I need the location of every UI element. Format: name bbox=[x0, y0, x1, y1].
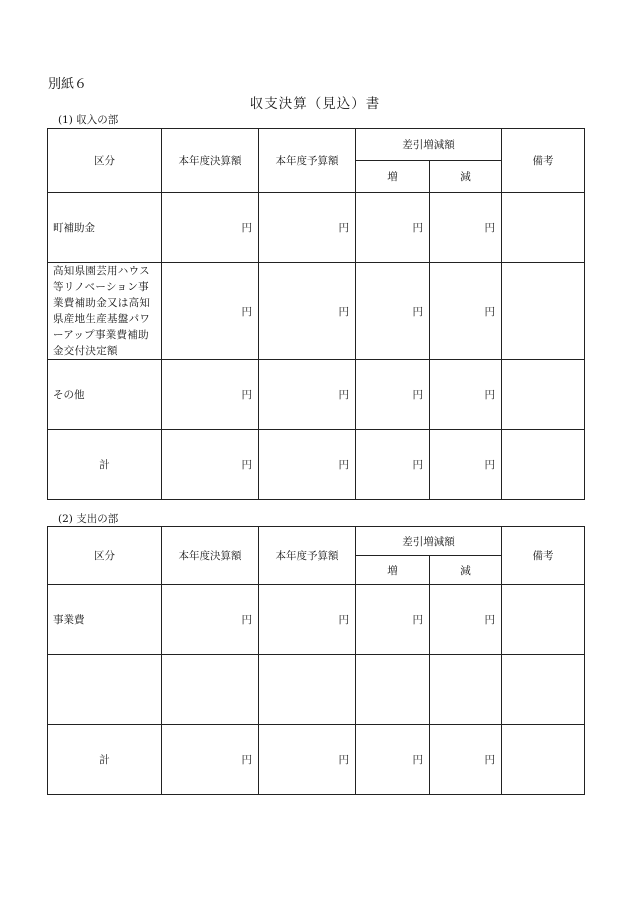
income-total-label: 計 bbox=[48, 430, 162, 500]
expense-row-decrease: 円 bbox=[430, 725, 502, 795]
expense-header-budget: 本年度予算額 bbox=[259, 527, 356, 585]
income-header-actual: 本年度決算額 bbox=[162, 129, 259, 193]
income-row-budget: 円 bbox=[259, 360, 356, 430]
income-row-increase: 円 bbox=[356, 263, 430, 360]
expense-row-remarks bbox=[502, 725, 585, 795]
income-row-decrease: 円 bbox=[430, 263, 502, 360]
expense-row-label bbox=[48, 655, 162, 725]
expense-header-category: 区分 bbox=[48, 527, 162, 585]
income-row-label: 町補助金 bbox=[48, 193, 162, 263]
expense-header-remarks: 備考 bbox=[502, 527, 585, 585]
expense-section-heading: (2) 支出の部 bbox=[58, 513, 119, 525]
expense-row-increase: 円 bbox=[356, 725, 430, 795]
table-row bbox=[48, 360, 585, 430]
table-row bbox=[48, 725, 585, 795]
income-header-diff: 差引増減額 bbox=[356, 129, 502, 161]
income-row-increase: 円 bbox=[356, 360, 430, 430]
table-row bbox=[48, 430, 585, 500]
expense-table bbox=[47, 526, 585, 795]
income-row-decrease: 円 bbox=[430, 193, 502, 263]
table-row bbox=[48, 193, 585, 263]
expense-header-actual: 本年度決算額 bbox=[162, 527, 259, 585]
expense-row-actual: 円 bbox=[162, 725, 259, 795]
expense-row-decrease bbox=[430, 655, 502, 725]
income-table bbox=[47, 128, 585, 500]
income-row-actual: 円 bbox=[162, 193, 259, 263]
income-row-budget: 円 bbox=[259, 193, 356, 263]
income-row-budget: 円 bbox=[259, 263, 356, 360]
expense-row-budget: 円 bbox=[259, 585, 356, 655]
income-section-heading: (1) 収入の部 bbox=[58, 114, 119, 126]
document-title: 収支決算（見込）書 bbox=[249, 96, 381, 112]
table-row bbox=[48, 263, 585, 360]
expense-header-decrease: 減 bbox=[430, 556, 502, 585]
table-row bbox=[48, 655, 585, 725]
expense-row-label: 事業費 bbox=[48, 585, 162, 655]
income-row-increase: 円 bbox=[356, 430, 430, 500]
expense-row-actual bbox=[162, 655, 259, 725]
expense-row-increase: 円 bbox=[356, 585, 430, 655]
income-row-label: その他 bbox=[48, 360, 162, 430]
income-row-decrease: 円 bbox=[430, 360, 502, 430]
income-header-remarks: 備考 bbox=[502, 129, 585, 193]
income-row-actual: 円 bbox=[162, 263, 259, 360]
expense-row-actual: 円 bbox=[162, 585, 259, 655]
income-header-category: 区分 bbox=[48, 129, 162, 193]
expense-row-budget: 円 bbox=[259, 725, 356, 795]
income-row-remarks bbox=[502, 430, 585, 500]
expense-row-decrease: 円 bbox=[430, 585, 502, 655]
income-row-actual: 円 bbox=[162, 360, 259, 430]
expense-header-diff: 差引増減額 bbox=[356, 527, 502, 556]
income-row-remarks bbox=[502, 193, 585, 263]
income-header-increase: 増 bbox=[356, 161, 430, 193]
income-header-decrease: 減 bbox=[430, 161, 502, 193]
income-row-increase: 円 bbox=[356, 193, 430, 263]
expense-header-increase: 増 bbox=[356, 556, 430, 585]
expense-row-increase bbox=[356, 655, 430, 725]
income-row-remarks bbox=[502, 360, 585, 430]
table-row bbox=[48, 585, 585, 655]
income-row-decrease: 円 bbox=[430, 430, 502, 500]
income-row-actual: 円 bbox=[162, 430, 259, 500]
expense-row-remarks bbox=[502, 585, 585, 655]
income-row-remarks bbox=[502, 263, 585, 360]
income-header-row bbox=[48, 129, 585, 161]
income-header-budget: 本年度予算額 bbox=[259, 129, 356, 193]
expense-total-label: 計 bbox=[48, 725, 162, 795]
income-row-budget: 円 bbox=[259, 430, 356, 500]
expense-header-row bbox=[48, 527, 585, 556]
income-row-label: 高知県園芸用ハウス等リノベーション事業費補助金又は高知県産地生産基盤パワーアップ事業費補助金交付決定額 bbox=[48, 263, 162, 360]
expense-row-budget bbox=[259, 655, 356, 725]
expense-row-remarks bbox=[502, 655, 585, 725]
form-label: 別紙６ bbox=[48, 77, 88, 92]
